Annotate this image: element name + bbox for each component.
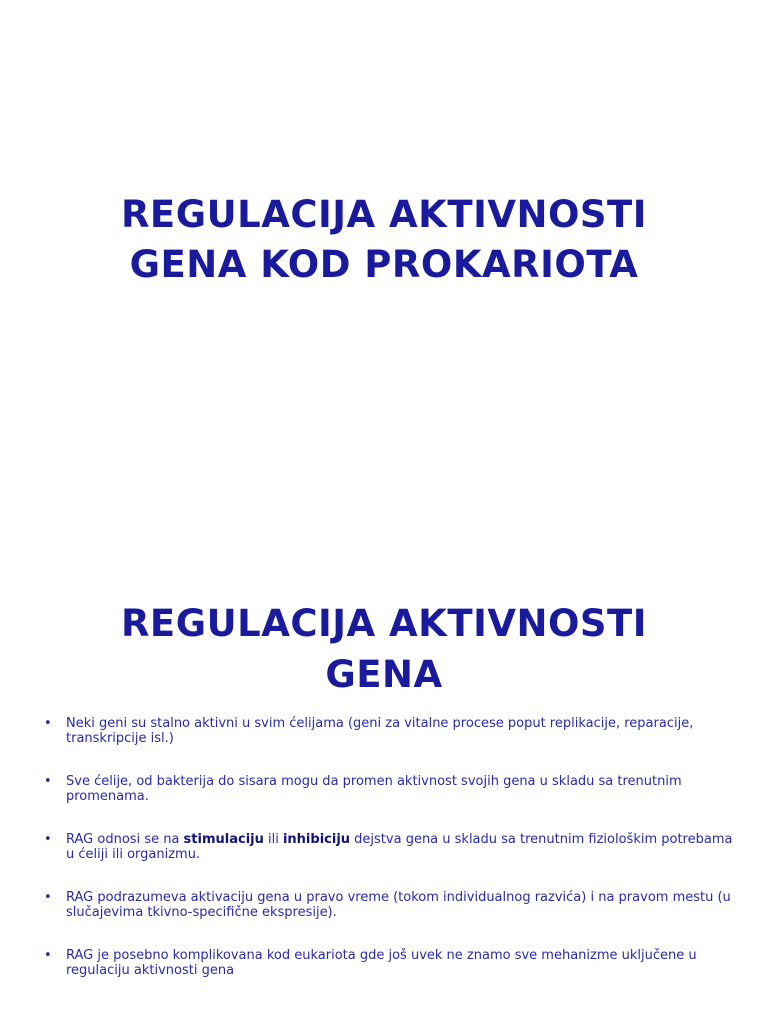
slide-1-title-line-2: GENA KOD PROKARIOTA — [129, 243, 639, 286]
bullet-text: RAG je posebno komplikovana kod eukariota gde još uvek ne znamo sve mehanizme uključene u regulaciju aktivnosti gena — [66, 948, 697, 978]
bullet-text-post: dejstva gena u skladu sa trenutnim fiziološkim potrebama u ćeliji ili organizmu. — [66, 832, 733, 862]
bullet-text: RAG podrazumeva aktivaciju gena u pravo vreme (tokom individualnog razvića) i na pravom mestu (u slučajevima tkivno-specifične ekspresije). — [66, 890, 731, 920]
bullet-text — [66, 832, 732, 862]
slide-2-title — [0, 598, 768, 700]
emphasis-inhibiciju: inhibiciju — [282, 832, 351, 847]
list-item — [44, 890, 734, 920]
bullet-text: Sve ćelije, od bakterija do sisara mogu da promen aktivnost svojih gena u skladu sa trenutnim promenama. — [66, 774, 682, 804]
bullet-icon: • — [44, 948, 52, 963]
slide-1-title — [0, 190, 768, 290]
slide-2-title-line-1: REGULACIJA AKTIVNOSTI — [120, 602, 648, 645]
emphasis-stimulaciju: stimulaciju — [183, 832, 264, 847]
slide-content — [0, 555, 768, 1024]
slide-2-title-line-2: GENA — [325, 653, 443, 696]
bullet-icon: • — [44, 890, 52, 905]
bullet-text-mid: ili — [263, 832, 283, 847]
slide-1-title-line-1: REGULACIJA AKTIVNOSTI — [120, 193, 648, 236]
bullet-icon: • — [44, 774, 52, 789]
bullet-icon: • — [44, 832, 52, 847]
bullet-text-pre: RAG odnosi se na — [66, 832, 184, 847]
bullet-text: Neki geni su stalno aktivni u svim ćelijama (geni za vitalne procese poput replikacije, reparacije, transkripcije isl.) — [66, 716, 694, 746]
bullet-list — [44, 716, 734, 1006]
list-item — [44, 716, 734, 746]
list-item — [44, 948, 734, 978]
list-item — [44, 774, 734, 804]
list-item — [44, 832, 734, 862]
bullet-icon: • — [44, 716, 52, 731]
